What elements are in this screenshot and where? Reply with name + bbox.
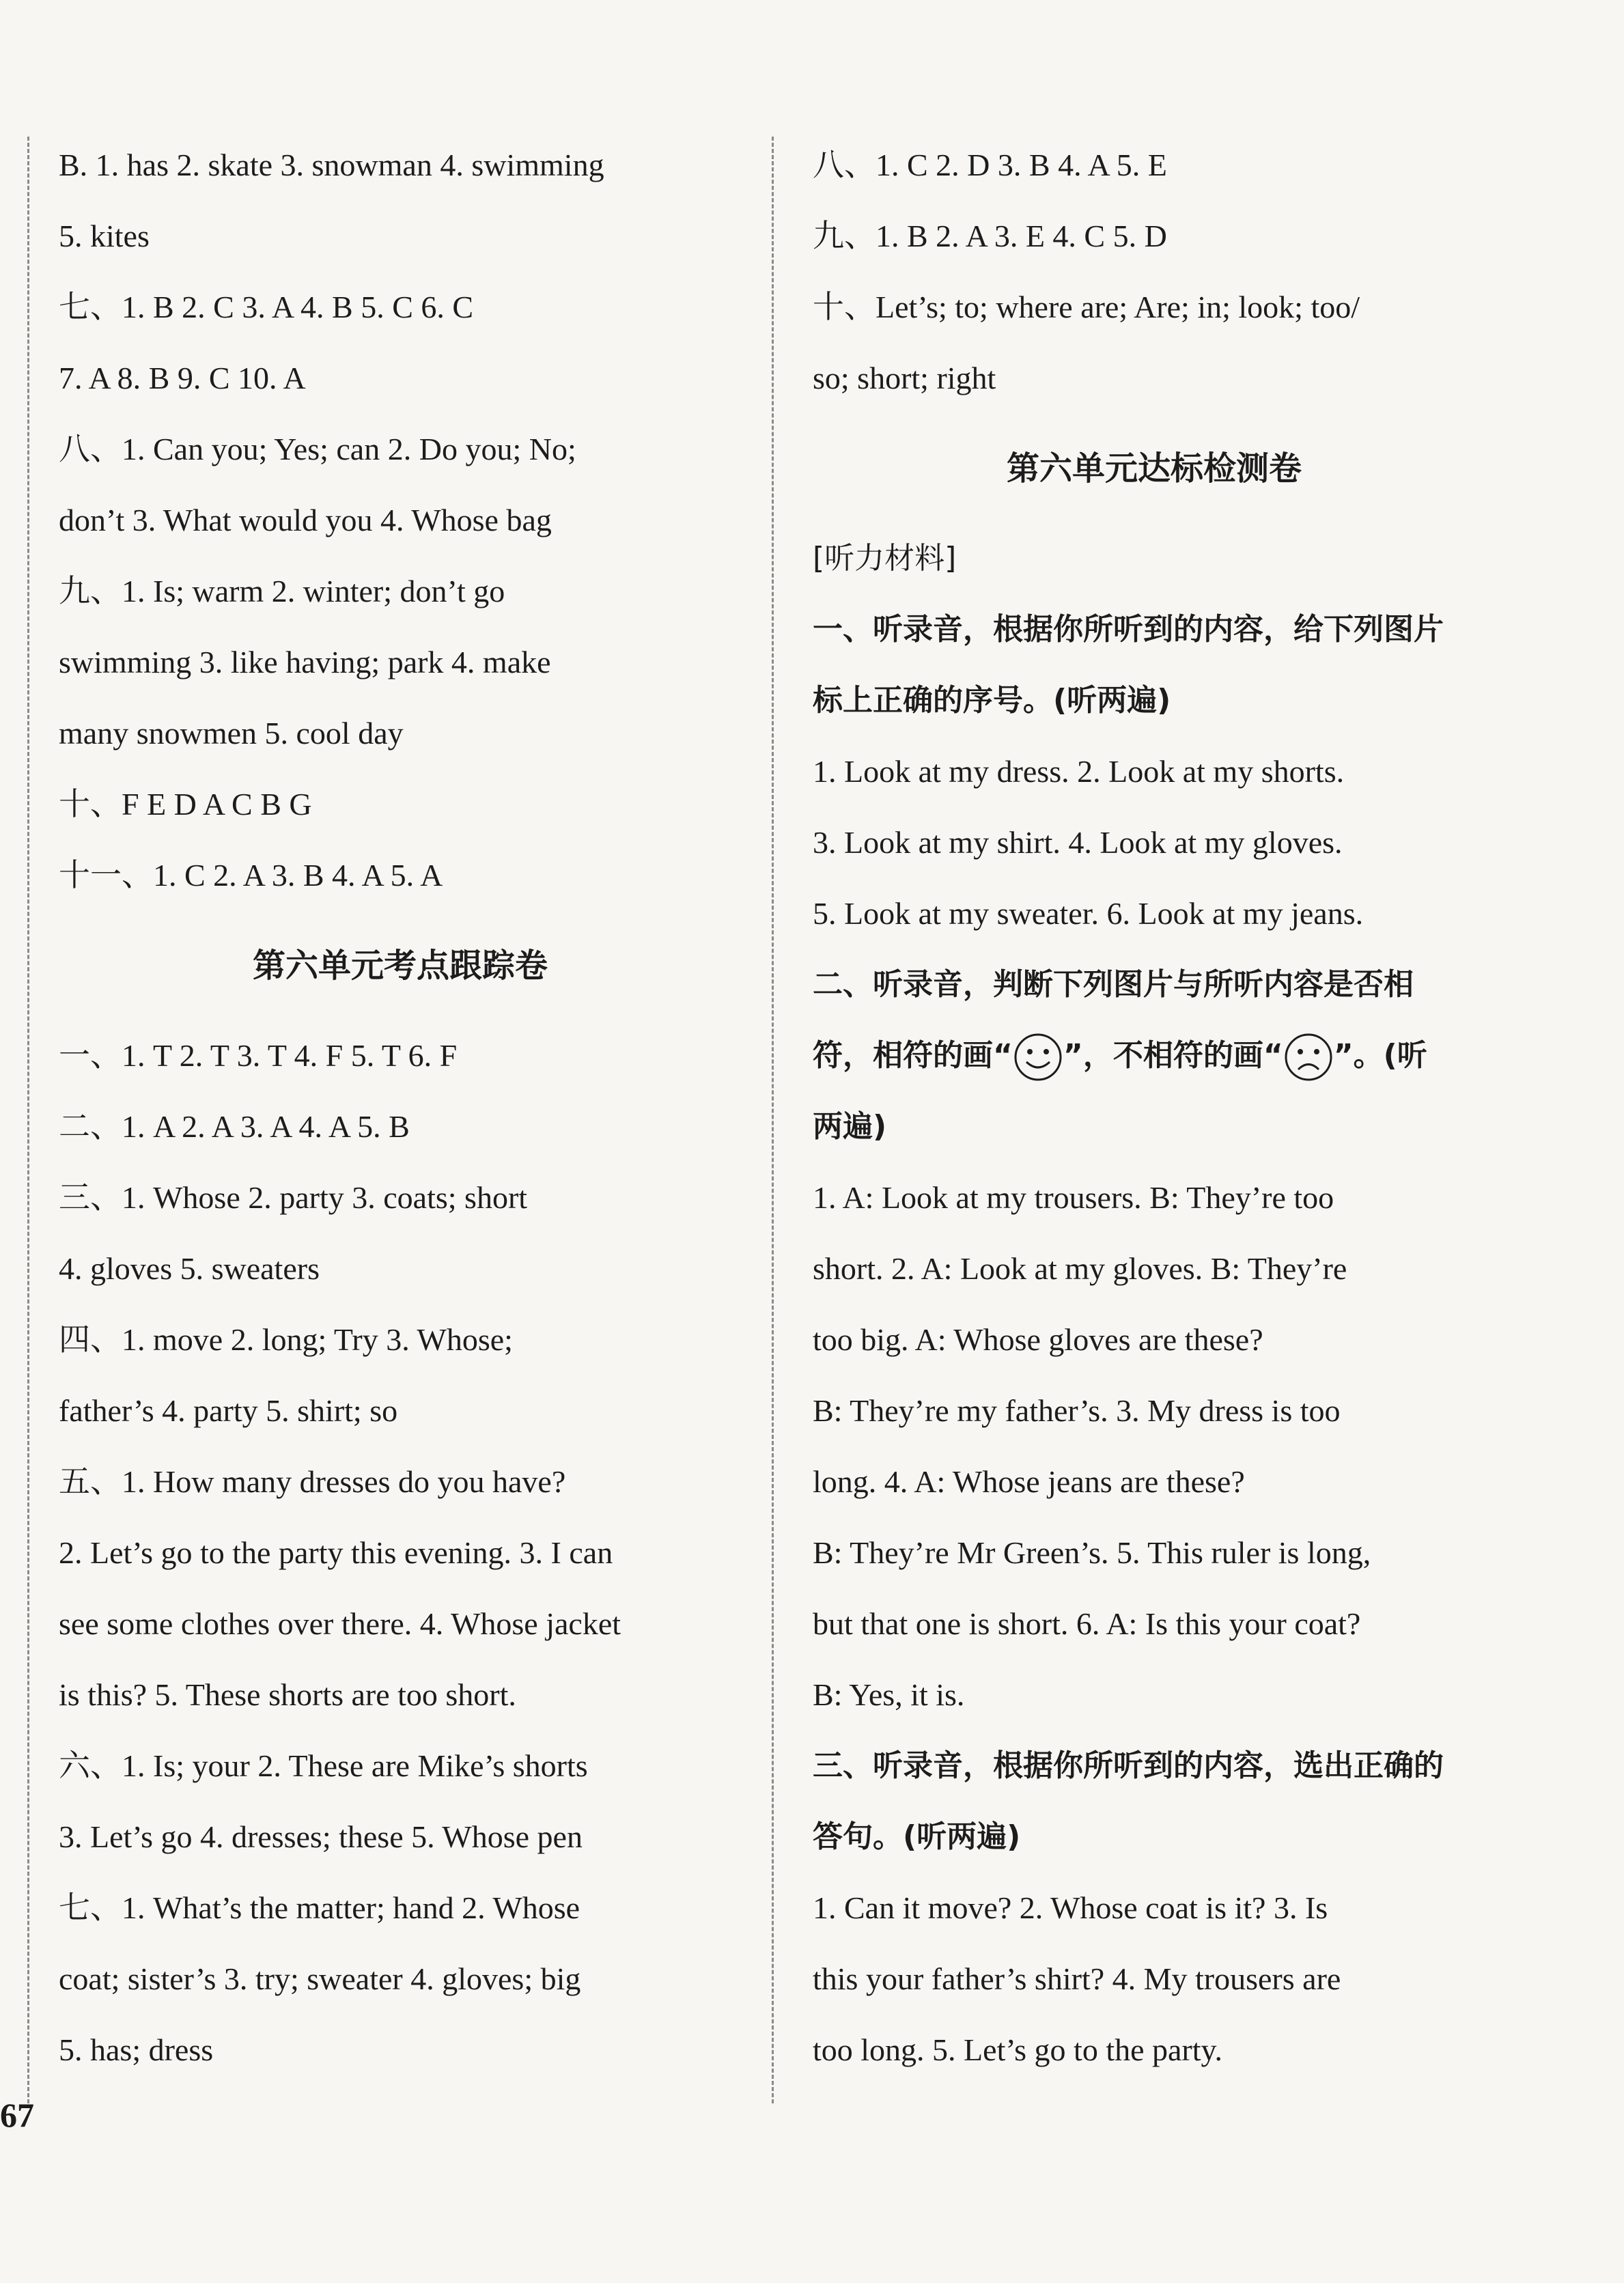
answer-line: 九、1. B 2. A 3. E 4. C 5. D [813,219,1167,253]
answer-line: 八、1. Can you; Yes; can 2. Do you; No; [59,432,576,466]
listening-line: 3. Look at my shirt. 4. Look at my gloves. [813,825,1343,860]
listening-line: short. 2. A: Look at my gloves. B: They’re [813,1251,1347,1286]
listening-line: too long. 5. Let’s go to the party. [813,2032,1223,2067]
part2-text: ”，不相符的画“ [1063,1038,1283,1073]
answer-line: 四、1. move 2. long; Try 3. Whose; [59,1322,513,1357]
answer-line: 一、1. T 2. T 3. T 4. F 5. T 6. F [59,1038,458,1073]
answer-line: 2. Let’s go to the party this evening. 3. I can [59,1535,613,1570]
answer-line: 二、1. A 2. A 3. A 4. A 5. B [59,1109,410,1144]
part2-instruction-with-faces [813,1020,1496,1091]
column-divider-dashed-line [772,137,774,2103]
page-number: 67 [0,2096,34,2134]
answer-line: 十、Let’s; to; where are; Are; in; look; too/ [813,290,1360,324]
listening-line: this your father’s shirt? 4. My trousers are [813,1961,1341,1996]
answer-line: 7. A 8. B 9. C 10. A [59,361,306,395]
listening-material-label: [听力材料] [813,541,957,576]
listening-line: B: Yes, it is. [813,1677,965,1712]
answer-line: don’t 3. What would you 4. Whose bag [59,503,552,537]
answer-line: coat; sister’s 3. try; sweater 4. gloves; big [59,1961,581,1996]
answer-line: is this? 5. These shorts are too short. [59,1677,516,1712]
answer-line: swimming 3. like having; park 4. make [59,645,551,680]
part2-text: ”。(听 [1333,1038,1427,1073]
listening-line: 1. Look at my dress. 2. Look at my shorts. [813,754,1345,789]
part1-instruction: 一、听录音，根据你所听到的内容，给下列图片 [813,612,1444,647]
smiley-face-icon [1013,1032,1063,1082]
right-column [813,130,1496,2086]
listening-line: 1. A: Look at my trousers. B: They’re too [813,1180,1334,1215]
answer-line: so; short; right [813,361,996,395]
left-column [59,130,742,2086]
answer-line: 八、1. C 2. D 3. B 4. A 5. E [813,148,1167,182]
answer-line: 五、1. How many dresses do you have? [59,1464,566,1499]
answer-line: 3. Let’s go 4. dresses; these 5. Whose pen [59,1819,583,1854]
answer-line: 十、F E D A C B G [59,787,312,822]
left-margin-dashed-line [27,137,29,2103]
sad-face-icon [1283,1032,1334,1082]
part3-instruction: 答句。(听两遍) [813,1819,1021,1854]
listening-line: B: They’re Mr Green’s. 5. This ruler is long, [813,1535,1371,1570]
answer-line: 5. has; dress [59,2032,214,2067]
part2-instruction: 二、听录音，判断下列图片与所听内容是否相 [813,967,1414,1002]
answer-line: many snowmen 5. cool day [59,716,404,751]
answer-line: see some clothes over there. 4. Whose jacket [59,1606,621,1641]
listening-line: too big. A: Whose gloves are these? [813,1322,1263,1357]
answer-line: 三、1. Whose 2. party 3. coats; short [59,1180,528,1215]
answer-line: 七、1. B 2. C 3. A 4. B 5. C 6. C [59,290,474,324]
answer-line: B. 1. has 2. skate 3. snowman 4. swimming [59,148,604,182]
part2-instruction: 两遍) [813,1109,887,1144]
listening-line: long. 4. A: Whose jeans are these? [813,1464,1245,1499]
answer-line: 十一、1. C 2. A 3. B 4. A 5. A [59,858,443,893]
section-heading-unit6-test: 第六单元达标检测卷 [1006,449,1302,488]
answer-line: 九、1. Is; warm 2. winter; don’t go [59,574,505,608]
listening-line: B: They’re my father’s. 3. My dress is too [813,1393,1341,1428]
listening-line: but that one is short. 6. A: Is this your coat? [813,1606,1361,1641]
section-heading-unit6-tracking: 第六单元考点跟踪卷 [252,947,548,985]
listening-line: 5. Look at my sweater. 6. Look at my jeans. [813,896,1364,931]
part3-instruction: 三、听录音，根据你所听到的内容，选出正确的 [813,1748,1444,1783]
answer-line: father’s 4. party 5. shirt; so [59,1393,398,1428]
part1-instruction: 标上正确的序号。(听两遍) [813,683,1171,718]
listening-line: 1. Can it move? 2. Whose coat is it? 3. Is [813,1890,1328,1925]
answer-line: 5. kites [59,219,150,253]
answer-line: 六、1. Is; your 2. These are Mike’s shorts [59,1748,588,1783]
part2-text: 符，相符的画“ [813,1038,1013,1073]
answer-line: 4. gloves 5. sweaters [59,1251,320,1286]
answer-line: 七、1. What’s the matter; hand 2. Whose [59,1890,580,1925]
